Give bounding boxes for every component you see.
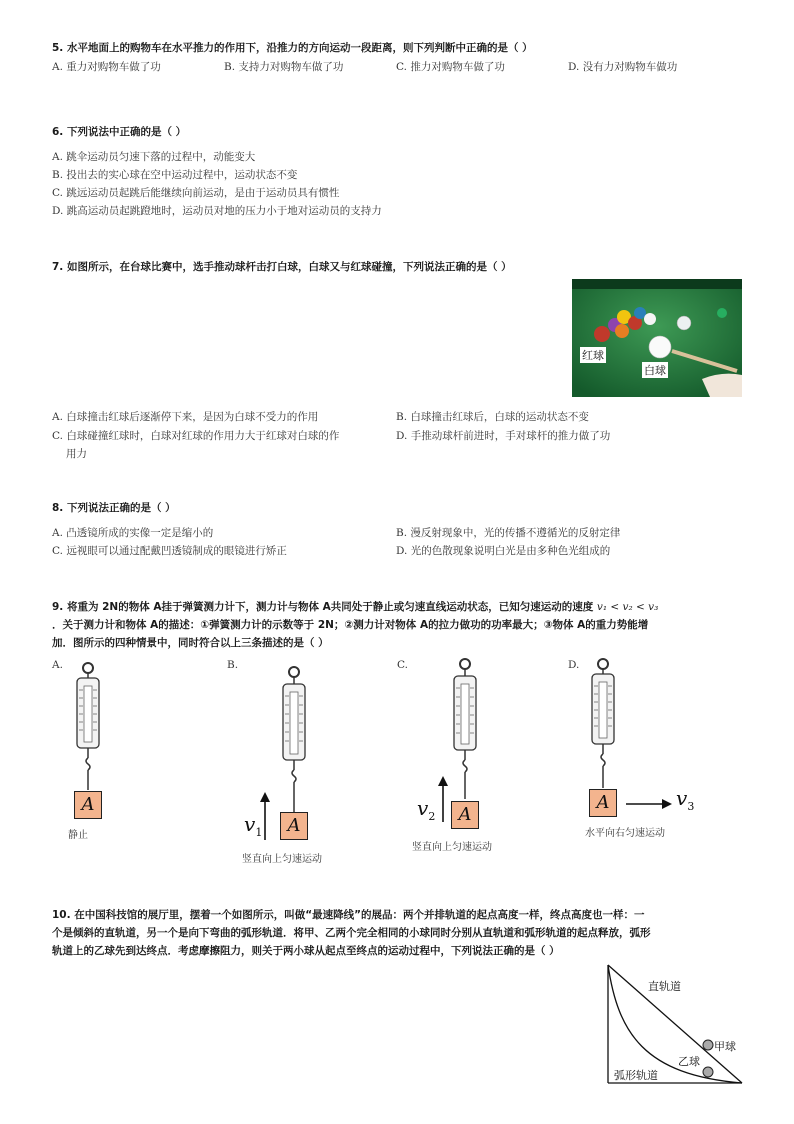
spring-scale-b	[279, 666, 309, 814]
velocity-label-b	[244, 812, 262, 839]
label-straight-track: 直轨道	[648, 980, 681, 993]
velocity-arrow-right-d	[626, 798, 672, 810]
q5-option-a: A. 重力对购物车做了功	[52, 61, 161, 73]
q7-stem: 7. 如图所示，在台球比赛中，选手推动球杆击打白球，白球又与红球碰撞，下列说法正确的是（ ）	[52, 261, 512, 273]
velocity-subscript-d: 3	[687, 800, 695, 813]
velocity-symbol-c: v	[417, 796, 429, 820]
q10-line-2: 个是倾斜的直轨道，另一个是向下弯曲的弧形轨道．将甲、乙两个完全相同的小球同时分别从直轨道和弧形轨道的起点释放，弧形	[52, 927, 651, 939]
label-ball-yi: 乙球	[678, 1055, 700, 1068]
q6-option-b: B. 投出去的实心球在空中运动过程中，运动状态不变	[52, 169, 298, 181]
photo-label-red-ball: 红球	[582, 349, 604, 362]
q6-stem: 6. 下列说法中正确的是（ ）	[52, 126, 187, 138]
q8-option-c: C. 远视眼可以通过配戴凹透镜制成的眼镜进行矫正	[52, 545, 287, 557]
brachistochrone-figure	[604, 963, 744, 1085]
q9-panel-c-letter: C.	[397, 659, 408, 671]
q7-option-d: D. 手推动球杆前进时，手对球杆的推力做了功	[396, 430, 611, 442]
velocity-subscript-c: 2	[428, 810, 436, 823]
billiards-photo-illustration	[572, 279, 742, 397]
q7-option-b: B. 白球撞击红球后，白球的运动状态不变	[396, 411, 589, 423]
velocity-label-d	[676, 786, 694, 813]
q9-line-2: ．关于测力计和物体 A的描述：①弹簧测力计的示数等于 2N；②测力计对物体 A的拉力做功的功率最大；③物体 A的重力势能增	[52, 619, 649, 631]
q8-option-a: A. 凸透镜所成的实像一定是缩小的	[52, 527, 214, 539]
q6-option-c: C. 跳远运动员起跳后能继续向前运动，是由于运动员具有惯性	[52, 187, 340, 199]
block-a-panel-d: A	[589, 789, 617, 817]
block-a-panel-a: A	[74, 791, 102, 819]
q9-panel-c-caption: 竖直向上匀速运动	[412, 842, 492, 853]
velocity-symbol-b: v	[244, 812, 256, 836]
billiards-photo	[572, 279, 742, 397]
block-a-panel-c: A	[451, 801, 479, 829]
q9-line-1	[52, 599, 658, 614]
q9-speed-relation: v₁ < v₂ < v₃	[596, 601, 659, 613]
q7-option-a: A. 白球撞击红球后逐渐停下来，是因为白球不受力的作用	[52, 411, 319, 423]
q6-option-a: A. 跳伞运动员匀速下落的过程中，动能变大	[52, 151, 256, 163]
q5-option-d: D. 没有力对购物车做功	[568, 61, 678, 73]
q9-panel-b-caption: 竖直向上匀速运动	[242, 854, 322, 865]
label-arc-track: 弧形轨道	[614, 1069, 658, 1082]
q10-line-1: 10. 在中国科技馆的展厅里，摆着一个如图所示，叫做“最速降线”的展品：两个并排轨道的起点高度一样，终点高度也一样：一	[52, 909, 645, 921]
q8-option-d: D. 光的色散现象说明白光是由多种色光组成的	[396, 545, 611, 557]
velocity-subscript-b: 1	[255, 826, 263, 839]
q9-panel-b-letter: B.	[227, 659, 239, 671]
spring-scale-a	[73, 662, 103, 792]
q5-option-b: B. 支持力对购物车做了功	[224, 61, 344, 73]
velocity-symbol-d: v	[676, 786, 688, 810]
spring-scale-d	[588, 658, 618, 790]
q9-panel-d-letter: D.	[568, 659, 580, 671]
velocity-label-c	[417, 796, 435, 823]
q7-option-c-cont: 用力	[66, 448, 87, 460]
q7-option-c: C. 白球碰撞红球时，白球对红球的作用力大于红球对白球的作	[52, 430, 340, 442]
velocity-arrow-up-c	[437, 776, 449, 822]
q9-panel-a-caption: 静止	[68, 830, 88, 841]
q9-panel-a-letter: A.	[52, 659, 63, 671]
q9-line-1-text: 9. 将重为 2N的物体 A挂于弹簧测力计下，测力计与物体 A共同处于静止或匀速直线运动状态，已知匀速运动的速度	[52, 601, 594, 613]
q10-line-3: 轨道上的乙球先到达终点．考虑摩擦阻力，则关于两小球从起点至终点的运动过程中，下列说法正确的是（ ）	[52, 945, 560, 957]
block-a-panel-b: A	[280, 812, 308, 840]
q9-line-3: 加．图所示的四种情景中，同时符合以上三条描述的是（ ）	[52, 637, 329, 649]
q9-panel-d-caption: 水平向右匀速运动	[585, 828, 665, 839]
q5-option-c: C. 推力对购物车做了功	[396, 61, 505, 73]
q6-option-d: D. 跳高运动员起跳蹬地时，运动员对地的压力小于地对运动员的支持力	[52, 205, 382, 217]
label-ball-jia: 甲球	[714, 1040, 736, 1053]
q5-stem: 5. 水平地面上的购物车在水平推力的作用下，沿推力的方向运动一段距离，则下列判断中正确的是（ ）	[52, 42, 533, 54]
q8-option-b: B. 漫反射现象中，光的传播不遵循光的反射定律	[396, 527, 621, 539]
spring-scale-c	[450, 658, 480, 800]
photo-label-white-ball: 白球	[644, 364, 666, 377]
q8-stem: 8. 下列说法正确的是（ ）	[52, 502, 176, 514]
